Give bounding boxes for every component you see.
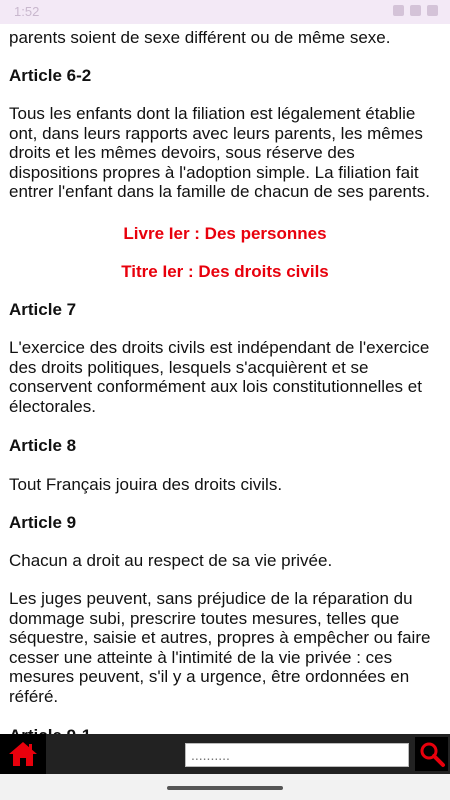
article-7-body: L'exercice des droits civils est indépendant de l'exercice des droits politiques, lesquels s'acquièrent et se conservent conformément aux lois constitutionnelles et électorales.	[9, 338, 430, 416]
status-bar	[0, 0, 450, 24]
status-icons	[393, 5, 438, 16]
article-9-body-1: Chacun a droit au respect de sa vie privée.	[9, 551, 333, 570]
wifi-icon	[393, 5, 404, 16]
search-input[interactable]	[185, 743, 409, 767]
home-icon	[8, 740, 38, 768]
bottom-toolbar	[0, 734, 450, 774]
article-6-2-body: Tous les enfants dont la filiation est légalement établie ont, dans leurs rapports avec leurs parents, les mêmes droits et les mêmes devoirs, sous réserve des dispositions propres à l'adoption simple. La filiation fait entrer l'enfant dans la famille de chacun de ses parents.	[9, 104, 430, 201]
article-6-2-title: Article 6-2	[9, 66, 92, 85]
article-8-body: Tout Français jouira des droits civils.	[9, 475, 283, 494]
article-9-title: Article 9	[9, 513, 77, 532]
navigation-bar	[0, 774, 450, 800]
home-button[interactable]	[0, 734, 46, 774]
article-7-title: Article 7	[9, 300, 77, 319]
article-9-body-2: Les juges peuvent, sans préjudice de la réparation du dommage subi, prescrire toutes mesures, telles que séquestre, saisie et autres, propres à empêcher ou faire cesser une atteinte à l'intimité de la vie privée : ces mesures peuvent, s'il y a urgence, être ordonnées en référé.	[9, 589, 431, 706]
livre-heading: Livre Ier : Des personnes	[123, 224, 327, 243]
titre-heading: Titre Ier : Des droits civils	[121, 262, 329, 281]
paragraph-fragment: parents soient de sexe différent ou de même sexe.	[9, 28, 391, 47]
article-8-title: Article 8	[9, 436, 77, 455]
battery-icon	[427, 5, 438, 16]
signal-icon	[410, 5, 421, 16]
magnifier-icon	[418, 740, 446, 768]
status-time: 1:52	[14, 4, 40, 19]
home-gesture-pill[interactable]	[167, 786, 283, 790]
search-button[interactable]	[415, 737, 448, 771]
